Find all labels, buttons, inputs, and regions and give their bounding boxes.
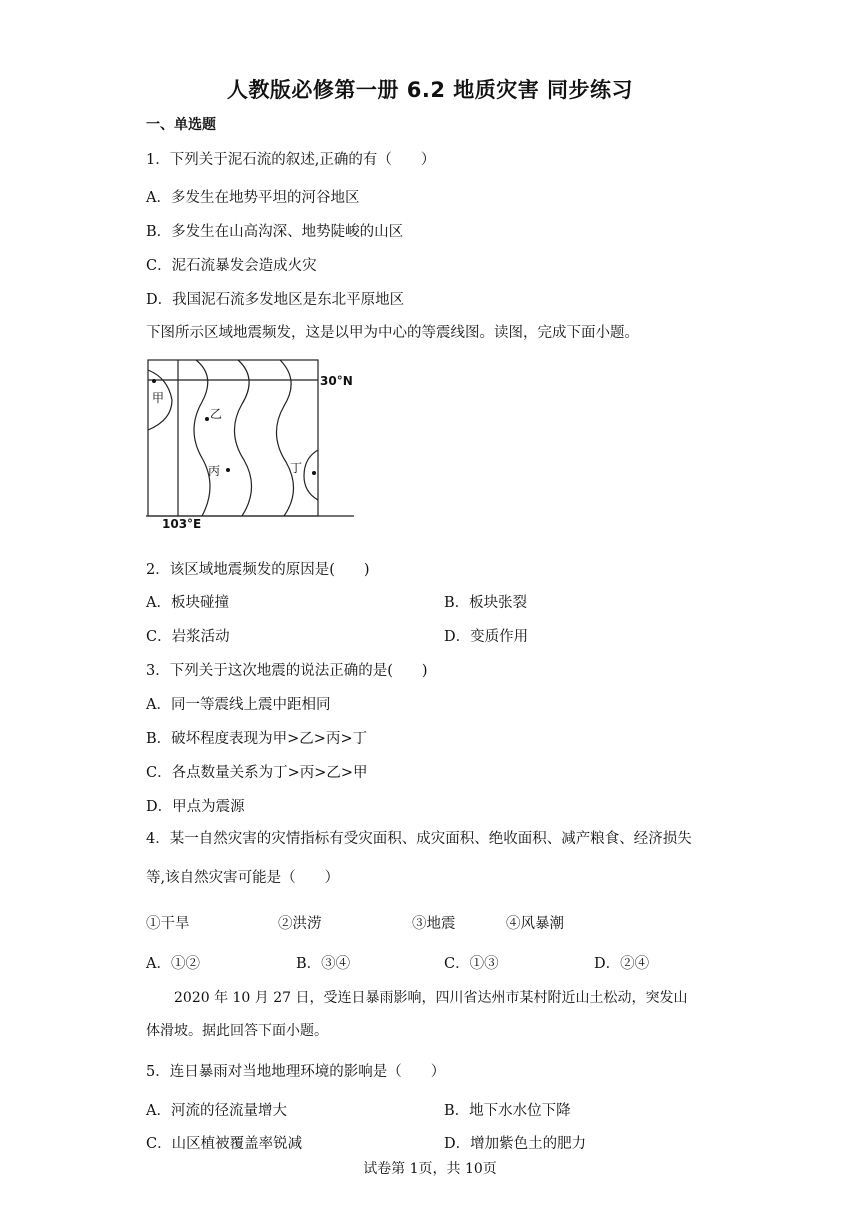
question-2-stem: 2．该区域地震频发的原因是( ) bbox=[146, 562, 370, 578]
point-ding-dot bbox=[312, 471, 316, 475]
latitude-label: 30°N bbox=[320, 374, 353, 388]
question-5-option-c: C．山区植被覆盖率锐减 bbox=[146, 1136, 303, 1152]
question-1-option-d: D．我国泥石流多发地区是东北平原地区 bbox=[146, 292, 405, 308]
passage-line-1: 2020 年 10 月 27 日，受连日暴雨影响，四川省达州市某村附近山土松动，突发山 bbox=[174, 990, 688, 1006]
question-5-option-a: A．河流的径流量增大 bbox=[146, 1103, 287, 1119]
section-heading: 一、单选题 bbox=[146, 117, 216, 133]
isoseismal-line-4 bbox=[276, 360, 293, 516]
question-1-option-c: C．泥石流暴发会造成火灾 bbox=[146, 258, 317, 274]
question-1-option-a: A．多发生在地势平坦的河谷地区 bbox=[146, 190, 360, 206]
question-5-stem: 5．连日暴雨对当地地理环境的影响是（ ） bbox=[146, 1064, 446, 1080]
question-4-item-3: ③地震 bbox=[412, 916, 456, 932]
question-3-option-d: D．甲点为震源 bbox=[146, 799, 245, 815]
figure-intro: 下图所示区域地震频发，这是以甲为中心的等震线图。读图，完成下面小题。 bbox=[146, 325, 639, 341]
question-3-option-a: A．同一等震线上震中距相同 bbox=[146, 697, 331, 713]
isoseismal-map bbox=[146, 358, 356, 530]
question-4-option-a: A．①② bbox=[146, 956, 200, 972]
question-4-item-1: ①干旱 bbox=[146, 916, 190, 932]
question-1-option-b: B．多发生在山高沟深、地势陡峻的山区 bbox=[146, 224, 404, 240]
question-4-item-4: ④风暴潮 bbox=[506, 916, 564, 932]
question-1-stem: 1．下列关于泥石流的叙述,正确的有（ ） bbox=[146, 152, 436, 168]
isoseismal-line-3 bbox=[234, 360, 251, 516]
point-yi-label: 乙 bbox=[210, 407, 223, 421]
page-title: 人教版必修第一册 6.2 地质灾害 同步练习 bbox=[226, 78, 634, 102]
longitude-label: 103°E bbox=[162, 517, 202, 530]
question-4-stem-line-2: 等,该自然灾害可能是（ ） bbox=[146, 870, 340, 886]
question-5-option-b: B．地下水水位下降 bbox=[444, 1103, 571, 1119]
question-3-option-b: B．破坏程度表现为甲>乙>丙>丁 bbox=[146, 731, 368, 747]
point-yi-dot bbox=[205, 417, 209, 421]
question-4-stem-line-1: 4．某一自然灾害的灾情指标有受灾面积、成灾面积、绝收面积、减产粮食、经济损失 bbox=[146, 831, 692, 847]
isoseismal-line-5 bbox=[304, 450, 318, 500]
question-4-option-d: D．②④ bbox=[594, 956, 650, 972]
question-2-option-c: C．岩浆活动 bbox=[146, 629, 230, 645]
question-2-option-d: D．变质作用 bbox=[444, 629, 529, 645]
question-5-option-d: D．增加紫色土的肥力 bbox=[444, 1136, 587, 1152]
question-2-option-a: A．板块碰撞 bbox=[146, 595, 229, 611]
question-4-option-b: B．③④ bbox=[296, 956, 351, 972]
point-jia-dot bbox=[152, 379, 156, 383]
page-footer: 试卷第 1页，共 10页 bbox=[363, 1161, 497, 1177]
question-4-option-c: C．①③ bbox=[444, 956, 499, 972]
isoseismal-line-2 bbox=[194, 360, 210, 516]
map-frame bbox=[148, 360, 318, 516]
point-bing-dot bbox=[226, 468, 230, 472]
question-2-option-b: B．板块张裂 bbox=[444, 595, 528, 611]
point-bing-label: 丙 bbox=[208, 464, 221, 478]
question-3-stem: 3．下列关于这次地震的说法正确的是( ) bbox=[146, 663, 428, 679]
point-ding-label: 丁 bbox=[290, 461, 303, 475]
question-3-option-c: C．各点数量关系为丁>丙>乙>甲 bbox=[146, 765, 368, 781]
point-jia-label: 甲 bbox=[152, 391, 165, 405]
question-4-item-2: ②洪涝 bbox=[278, 916, 322, 932]
passage-line-2: 体滑坡。据此回答下面小题。 bbox=[146, 1023, 328, 1039]
